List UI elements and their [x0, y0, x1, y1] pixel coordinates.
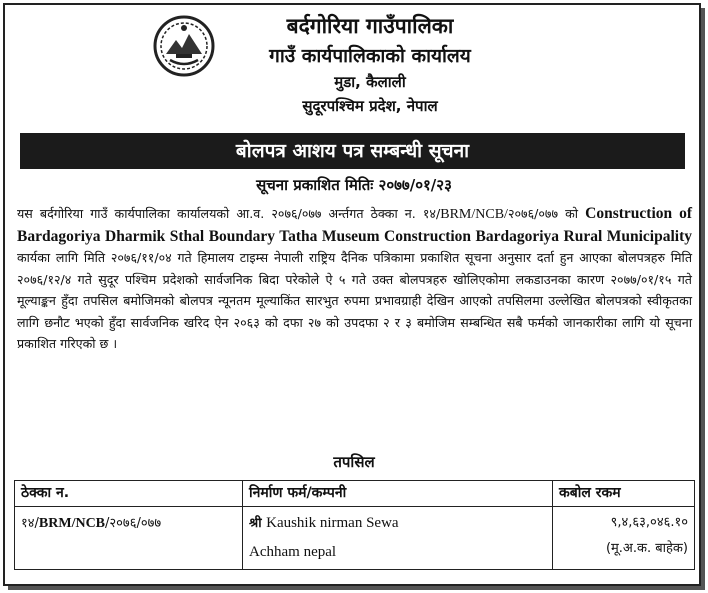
amount-note: (मू.अ.क. बाहेक): [605, 541, 688, 556]
body-text-part3: कार्यका लागि मिति २०७६/११/०४ गते हिमालय टाइम्स नेपाली राष्ट्रिय दैनिक पत्रिकामा प्रकाशित सूचना अनुसार दर्ता हुन आएका बोलपत्रहरु मिति २०७६/१२/४ गते सुदूर पश्चिम प्रदेशको सार्वजनिक बिदा परेकोले ऐ ५ गते उक्त बोलपत्रहरु खोलिएकोमा लकडाउनका कारण २०७७/०१/१५ गते मूल्याङ्कन हुँदा तपसिल बमोजिमको बोलपत्र न्यूनतम मूल्याकिंत सारभुत रुपमा प्रभावग्राही देखिन आएको तपसिलमा उल्लेखित बोलपत्रको स्वीकृतका लागि छनौट भएको हुँदा सार्वजनिक खरिद ऐन २०६३ को दफा २७ को उपदफा २ र ३ बमोजिम सम्बन्धित सबै फर्मको जानकारीका लागि यो सूचना प्रकाशित गरिएको छ ।: [17, 250, 692, 351]
schedule-heading: तपसिल: [333, 453, 375, 471]
body-text-part2: २०७६/०७७ को: [507, 206, 586, 221]
contract-prefix: १४/: [21, 516, 39, 531]
office-name: गाउँ कार्यपालिकाको कार्यालय: [269, 45, 471, 67]
table-row: [15, 507, 695, 570]
header-contract-no: ठेक्का न.: [15, 481, 243, 507]
office-location: मुडा, कैलाली: [334, 73, 406, 91]
municipality-name: बर्दगोरिया गाउँपालिका: [286, 14, 454, 38]
notice-body: [17, 203, 692, 355]
body-text-part1: यस बर्दगोरिया गाउँ कार्यपालिका कार्यालयको आ.व. २०७६/०७७ अर्न्तगत ठेक्का न. १४/: [17, 206, 441, 221]
header-firm: निर्माण फर्म/कम्पनी: [243, 481, 553, 507]
project-name: Construction of Bardagoriya Dharmik Sthal Boundary Tatha Museum Construction Bardagoriya Rural Municipality: [17, 205, 692, 245]
firm-name-line1: Kaushik nirman Sewa: [266, 515, 399, 531]
contract-no-cell: [15, 507, 243, 570]
firm-name-line2: Achham nepal: [249, 544, 337, 560]
amount-cell: [553, 507, 695, 570]
notice-title-banner: बोलपत्र आशय पत्र सम्बन्धी सूचना: [20, 133, 685, 169]
contract-ref: BRM/NCB: [38, 516, 106, 531]
body-contract-ref: BRM/NCB/: [440, 207, 508, 222]
published-date: सूचना प्रकाशित मितिः २०७७/०१/२३: [256, 176, 452, 194]
firm-honorific: श्री: [249, 516, 267, 531]
table-header-row: [15, 481, 695, 507]
bid-result-table: [14, 480, 695, 570]
border-shadow-bottom: [8, 586, 705, 590]
contract-suffix: /२०७६/०७७: [105, 516, 162, 531]
bid-amount: ९,४,६३,०४६.१०: [610, 515, 688, 530]
firm-cell: [243, 507, 553, 570]
province-country: सुदूरपश्चिम प्रदेश, नेपाल: [302, 97, 438, 115]
border-shadow-right: [701, 8, 705, 589]
header-bid-amount: कबोल रकम: [553, 481, 695, 507]
